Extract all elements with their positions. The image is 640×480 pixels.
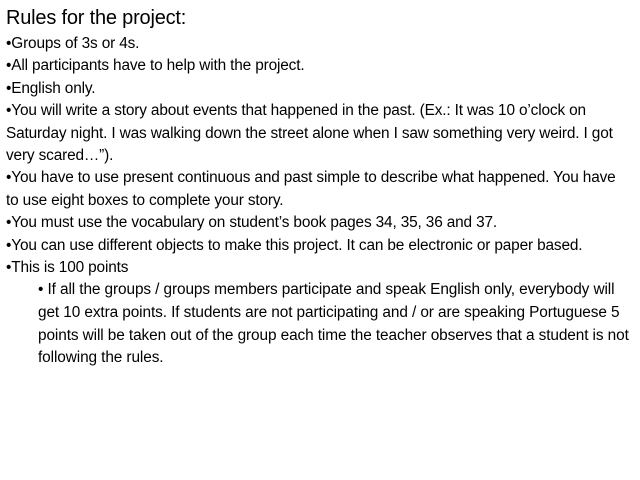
sub-rule-item — [38, 279, 630, 369]
bullet-icon: • — [6, 214, 12, 232]
bullet-icon: • — [6, 35, 12, 52]
bullet-icon: • — [6, 236, 12, 254]
rule-text: You can use different objects to make this project. It can be electronic or paper based. — [11, 236, 583, 254]
rule-item — [6, 257, 630, 370]
bullet-icon: • — [6, 79, 12, 97]
sub-bullet-icon: • — [38, 281, 48, 299]
rule-text: All participants have to help with the project. — [11, 57, 305, 75]
rule-item — [6, 212, 630, 234]
rule-item — [6, 33, 630, 55]
rule-text: Groups of 3s or 4s. — [11, 35, 140, 52]
rule-item — [6, 100, 630, 167]
rule-item — [6, 235, 630, 257]
rule-item — [6, 55, 630, 77]
rule-text: You have to use present continuous and past simple to describe what happened. You have to use eight boxes to complete your story. — [6, 169, 616, 209]
bullet-icon: • — [6, 169, 12, 187]
rules-list — [6, 33, 630, 370]
rule-text: English only. — [11, 79, 96, 97]
rule-item — [6, 167, 630, 212]
bullet-icon: • — [6, 259, 12, 277]
rule-text: This is 100 points — [11, 259, 129, 277]
slide-title: Rules for the project: — [6, 7, 187, 29]
rule-item — [6, 78, 630, 100]
sub-rules-list — [6, 279, 630, 369]
rule-text: You will write a story about events that happened in the past. (Ex.: It was 10 o’clock on Saturday night. I was walking down the street alone when I saw something very weird. I got very scared…”). — [6, 102, 613, 165]
rule-text: You must use the vocabulary on student’s book pages 34, 35, 36 and 37. — [11, 214, 498, 232]
bullet-icon: • — [6, 57, 12, 75]
sub-rule-text: If all the groups / groups members participate and speak English only, everybody will get 10 extra points. If students are not participating and / or are speaking Portuguese 5 points will be taken out of the group each time the teacher observes that a student is not following the rules. — [38, 281, 629, 367]
bullet-icon: • — [6, 102, 12, 120]
